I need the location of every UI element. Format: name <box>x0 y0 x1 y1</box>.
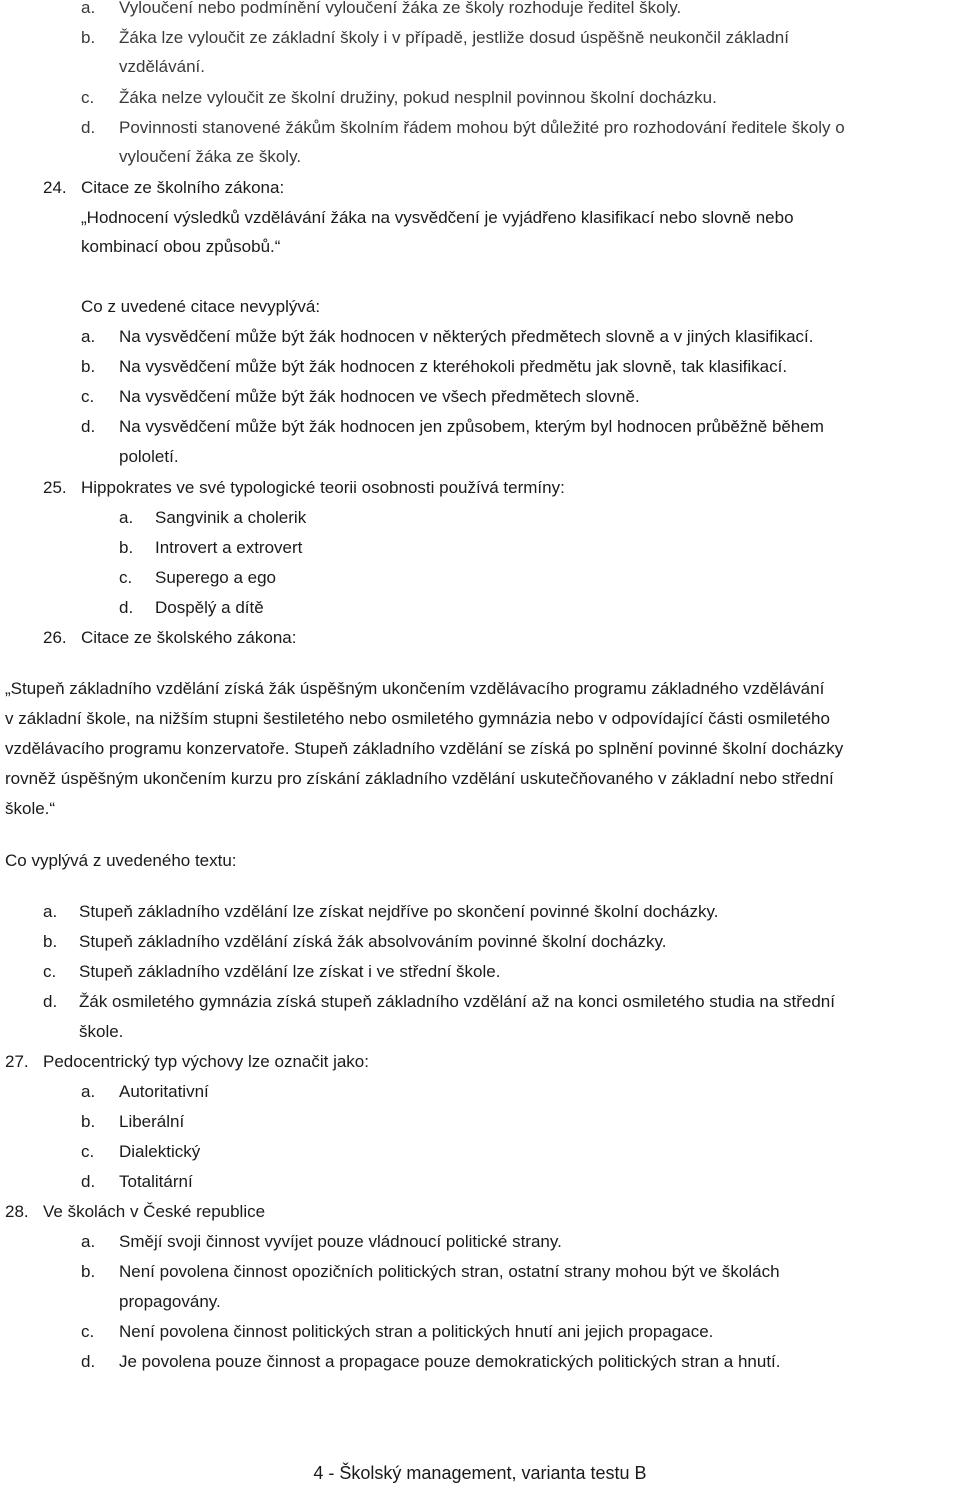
question-prompt: Co z uvedené citace nevyplývá: <box>81 297 321 316</box>
quote-text: rovněž úspěšným ukončením kurzu pro získání základního vzdělání uskutečňovaného v základní nebo střední <box>5 769 834 788</box>
option-marker: a. <box>81 1082 96 1101</box>
quote-text: v základní škole, na nižším stupni šestiletého nebo osmiletého gymnázia nebo v odpovídající části osmiletého <box>5 709 830 728</box>
option-text: Stupeň základního vzdělání lze získat nejdříve po skončení povinné školní docházky. <box>79 902 719 921</box>
option-marker: a. <box>81 1232 96 1251</box>
option-text: vzdělávání. <box>119 57 205 76</box>
option-text: Na vysvědčení může být žák hodnocen jen způsobem, kterým byl hodnocen průběžně během <box>119 417 824 436</box>
question-title: Citace ze školního zákona: <box>81 178 285 197</box>
option-text: Žák osmiletého gymnázia získá stupeň základního vzdělání až na konci osmiletého studia na střední <box>79 992 835 1011</box>
option-marker: b. <box>43 932 58 951</box>
option-marker: d. <box>81 1352 96 1371</box>
page-footer: 4 - Školský management, varianta testu B <box>313 1463 647 1483</box>
quote-text: „Hodnocení výsledků vzdělávání žáka na vysvědčení je vyjádřeno klasifikací nebo slovně nebo <box>81 208 794 227</box>
question-number: 25. <box>43 478 67 497</box>
option-marker: d. <box>43 992 58 1011</box>
question-number: 24. <box>43 178 67 197</box>
option-text: Není povolena činnost opozičních politických stran, ostatní strany mohou být ve školách <box>119 1262 780 1281</box>
question-number: 28. <box>5 1202 29 1221</box>
option-text: Žáka nelze vyloučit ze školní družiny, pokud nesplnil povinnou školní docházku. <box>119 88 717 107</box>
option-marker: c. <box>81 387 95 406</box>
option-text: Dialektický <box>119 1142 201 1161</box>
question-title: Citace ze školského zákona: <box>81 628 297 647</box>
option-text: Superego a ego <box>155 568 276 587</box>
question-title: Hippokrates ve své typologické teorii osobnosti používá termíny: <box>81 478 565 497</box>
option-text: Sangvinik a cholerik <box>155 508 307 527</box>
option-text: vyloučení žáka ze školy. <box>119 147 302 166</box>
option-text: pololetí. <box>119 447 179 466</box>
option-text: Na vysvědčení může být žák hodnocen z kteréhokoli předmětu jak slovně, tak klasifikací. <box>119 357 788 376</box>
quote-text: škole.“ <box>5 799 56 818</box>
question-number: 27. <box>5 1052 29 1071</box>
option-marker: a. <box>119 508 134 527</box>
option-marker: b. <box>81 1262 96 1281</box>
option-marker: a. <box>81 327 96 346</box>
option-text: Stupeň základního vzdělání lze získat i ve střední škole. <box>79 962 501 981</box>
option-marker: b. <box>81 28 96 47</box>
option-text: Introvert a extrovert <box>155 538 303 557</box>
quote-text: „Stupeň základního vzdělání získá žák úspěšným ukončením vzdělávacího programu základného vzdělávání <box>5 679 825 698</box>
option-marker: a. <box>81 0 96 17</box>
option-text: Na vysvědčení může být žák hodnocen v některých předmětech slovně a v jiných klasifikací. <box>119 327 814 346</box>
option-text: Je povolena pouze činnost a propagace pouze demokratických politických stran a hnutí. <box>119 1352 781 1371</box>
option-marker: d. <box>81 118 96 137</box>
option-marker: b. <box>81 357 96 376</box>
question-title: Pedocentrický typ výchovy lze označit jako: <box>43 1052 369 1071</box>
option-text: Stupeň základního vzdělání získá žák absolvováním povinné školní docházky. <box>79 932 667 951</box>
option-marker: a. <box>43 902 58 921</box>
question-title: Ve školách v České republice <box>43 1202 266 1221</box>
question-prompt: Co vyplývá z uvedeného textu: <box>5 851 237 870</box>
option-marker: c. <box>119 568 133 587</box>
quote-text: kombinací obou způsobů.“ <box>81 237 281 256</box>
option-text: Smějí svoji činnost vyvíjet pouze vládnoucí politické strany. <box>119 1232 562 1251</box>
option-text: Totalitární <box>119 1172 193 1191</box>
option-marker: b. <box>81 1112 96 1131</box>
option-text: Na vysvědčení může být žák hodnocen ve všech předmětech slovně. <box>119 387 640 406</box>
option-marker: c. <box>43 962 57 981</box>
option-text: Vyloučení nebo podmínění vyloučení žáka ze školy rozhoduje ředitel školy. <box>119 0 682 17</box>
option-marker: c. <box>81 1142 95 1161</box>
option-text: škole. <box>79 1022 124 1041</box>
option-text: Liberální <box>119 1112 185 1131</box>
option-text: Povinnosti stanovené žákům školním řádem mohou být důležité pro rozhodování ředitele školy o <box>119 118 845 137</box>
option-text: Není povolena činnost politických stran a politických hnutí ani jejich propagace. <box>119 1322 714 1341</box>
option-marker: c. <box>81 88 95 107</box>
quote-text: vzdělávacího programu konzervatoře. Stupeň základního vzdělání se získá po splnění povinné školní docházky <box>5 739 844 758</box>
option-marker: d. <box>81 1172 96 1191</box>
question-number: 26. <box>43 628 67 647</box>
option-marker: d. <box>81 417 96 436</box>
option-marker: d. <box>119 598 134 617</box>
option-marker: c. <box>81 1322 95 1341</box>
option-text: Autoritativní <box>119 1082 209 1101</box>
option-marker: b. <box>119 538 134 557</box>
option-text: Dospělý a dítě <box>155 598 264 617</box>
option-text: Žáka lze vyloučit ze základní školy i v případě, jestliže dosud úspěšně neukončil základní <box>119 28 789 47</box>
option-text: propagovány. <box>119 1292 221 1311</box>
